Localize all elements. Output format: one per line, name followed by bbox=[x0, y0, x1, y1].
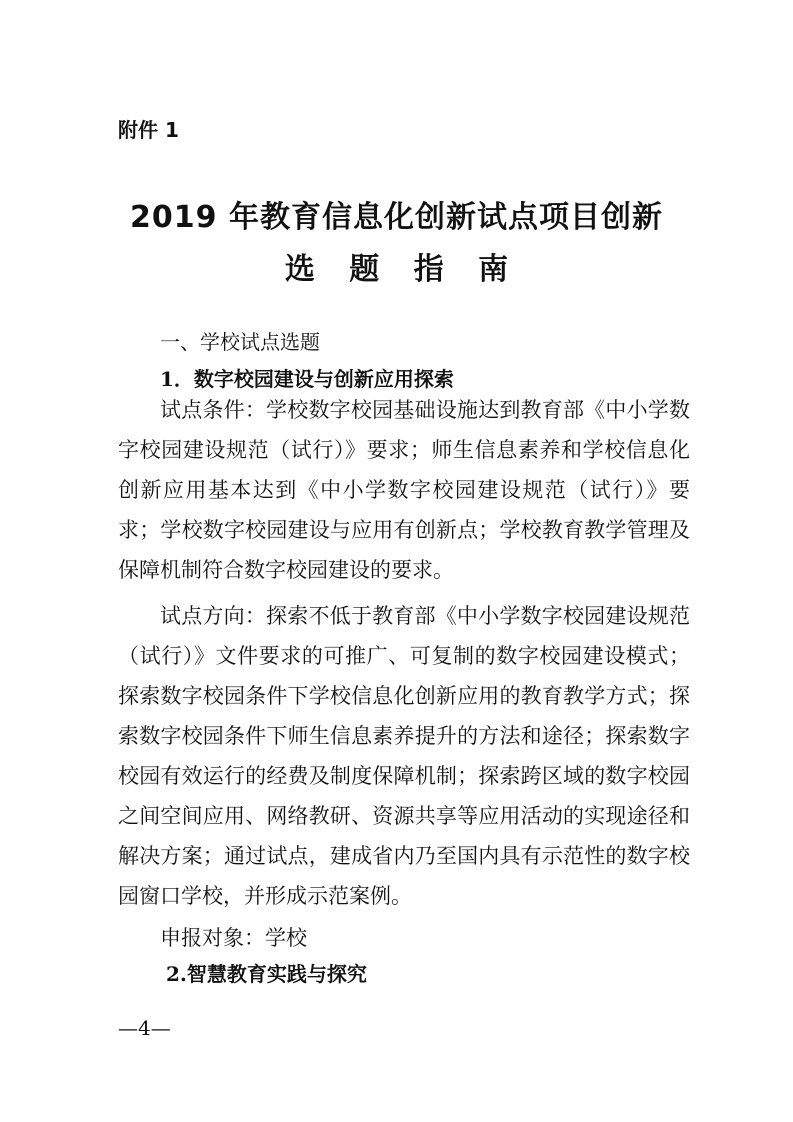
document-title-line1: 2019 年教育信息化创新试点项目创新 bbox=[130, 200, 663, 235]
subsection1-heading: 1．数字校园建设与创新应用探索 bbox=[160, 367, 454, 391]
applicant-line: 申报对象：学校 bbox=[160, 926, 307, 950]
pilot-direction-paragraph: 试点方向：探索不低于教育部《中小学数字校园建设规范（试行）》文件要求的可推广、可复制的数字校园建设模式；探索数字校园条件下学校信息化创新应用的教育教学方式；探索数字校园条件下师生信息素养提升的方法和途径；探索数字校园有效运行的经费及制度保障机制；探索跨区域的数字校园之间空间应用、网络教研、资源共享等应用活动的实现途径和解决方案；通过试点，建成省内乃至国内具有示范性的数字校园窗口学校，并形成示范案例。 bbox=[118, 604, 690, 908]
pilot-conditions-paragraph: 试点条件：学校数字校园基础设施达到教育部《中小学数字校园建设规范（试行）》要求；师生信息素养和学校信息化创新应用基本达到《中小学数字校园建设规范（试行）》要求；学校数字校园建设与应用有创新点；学校教育教学管理及保障机制符合数字校园建设的要求。 bbox=[118, 398, 690, 582]
subsection2-heading: 2.智慧教育实践与探究 bbox=[166, 962, 367, 986]
document-title-line2: 选 题 指 南 bbox=[284, 252, 521, 287]
page-number: —4— bbox=[118, 1016, 171, 1040]
section1-heading: 一、学校试点选题 bbox=[160, 330, 320, 354]
attachment-label: 附件 1 bbox=[118, 118, 179, 142]
